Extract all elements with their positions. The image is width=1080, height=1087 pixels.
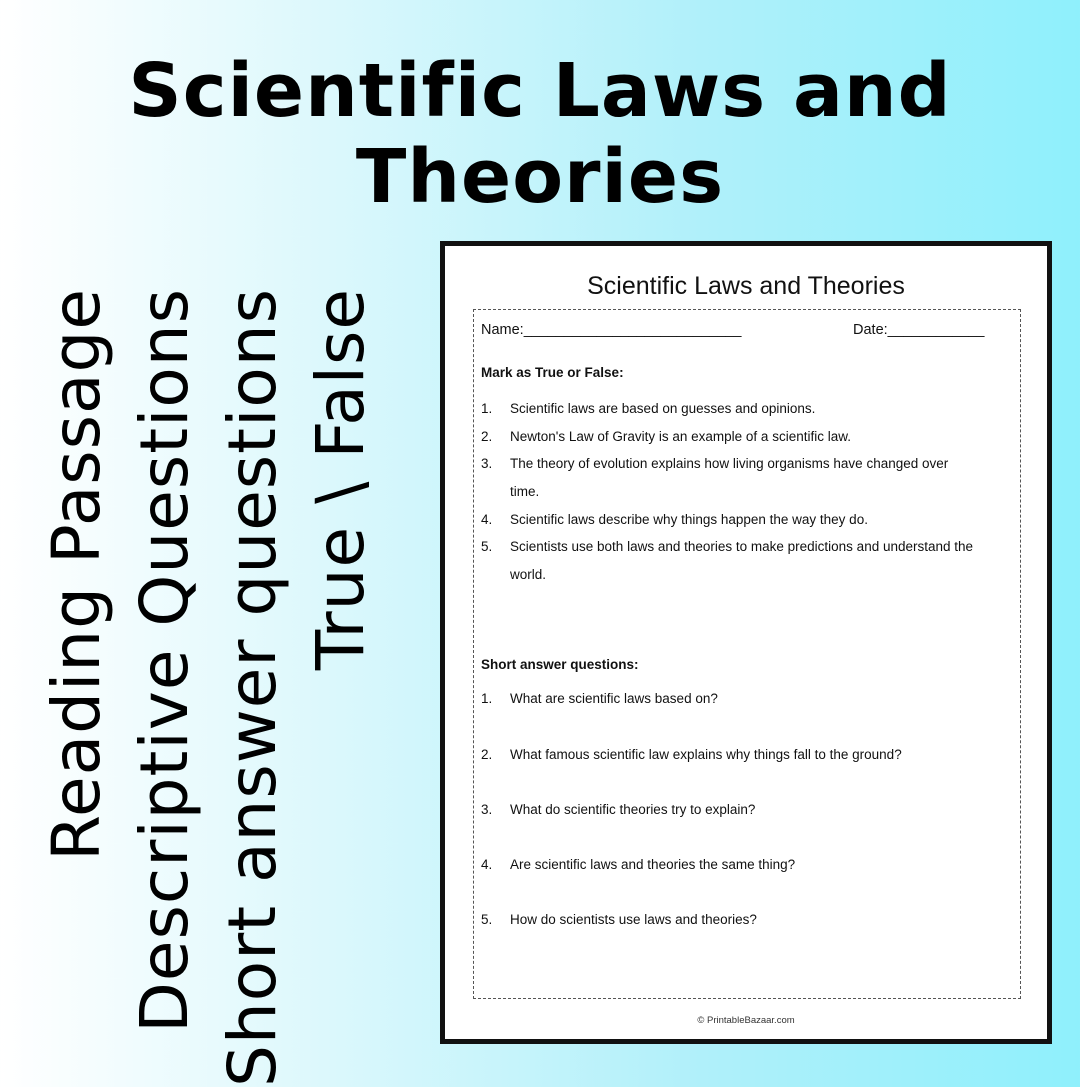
true-false-item: 4. Scientific laws describe why things happen the way they do. xyxy=(481,512,868,527)
short-answer-item: 2. What famous scientific law explains why things fall to the ground? xyxy=(481,747,902,762)
short-answer-item: 4. Are scientific laws and theories the same thing? xyxy=(481,857,796,872)
short-answer-item: 1. What are scientific laws based on? xyxy=(481,691,718,706)
name-field: Name:___________________________ xyxy=(481,322,742,338)
feature-label-descriptive-questions: Descriptive Questions xyxy=(126,288,203,1033)
copyright-footer: © PrintableBazaar.com xyxy=(697,1015,795,1026)
feature-label-short-answer: Short answer questions xyxy=(214,288,291,1087)
short-answer-item: 3. What do scientific theories try to explain? xyxy=(481,802,756,817)
true-false-heading: Mark as True or False: xyxy=(481,365,624,380)
feature-label-reading-passage: Reading Passage xyxy=(38,288,115,861)
worksheet-preview xyxy=(440,241,1052,1044)
short-answer-item: 5. How do scientists use laws and theories? xyxy=(481,912,757,927)
true-false-item: 1. Scientific laws are based on guesses and opinions. xyxy=(481,401,816,416)
true-false-item: 2. Newton's Law of Gravity is an example of a scientific law. xyxy=(481,429,851,444)
worksheet-title: Scientific Laws and Theories xyxy=(587,272,905,300)
date-field: Date:____________ xyxy=(853,322,985,338)
true-false-item: 3. The theory of evolution explains how living organisms have changed over time. xyxy=(481,456,949,499)
feature-label-true-false: True \ False xyxy=(302,288,379,671)
short-answer-heading: Short answer questions: xyxy=(481,657,639,672)
true-false-item: 5. Scientists use both laws and theories to make predictions and understand the world. xyxy=(481,539,974,582)
cover-title: Scientific Laws and Theories xyxy=(128,48,952,220)
